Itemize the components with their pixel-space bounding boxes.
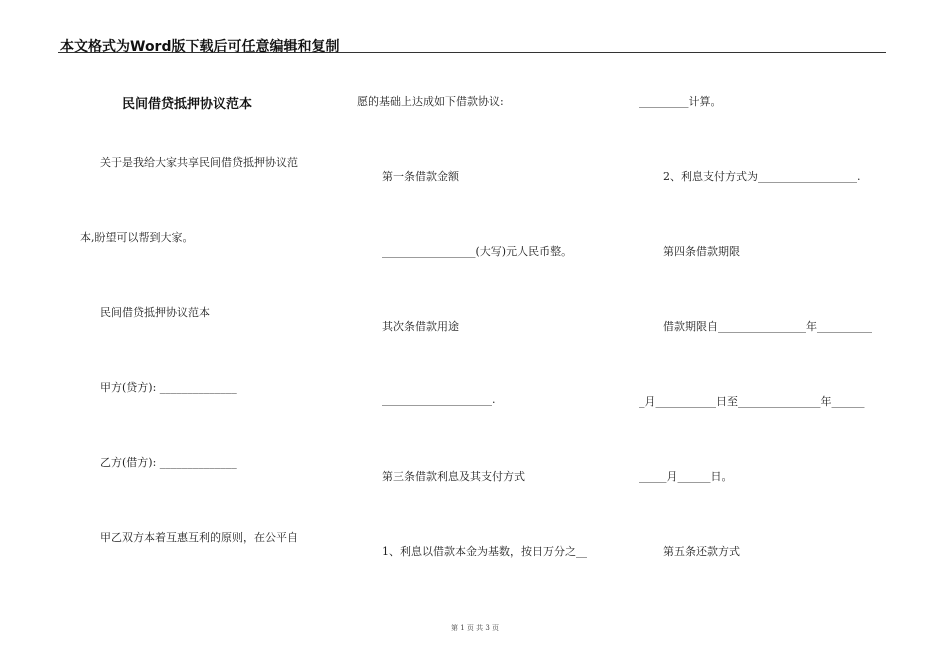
interest-clause-1-cont: _________计算。 bbox=[639, 95, 722, 108]
article-1-heading: 第一条借款金额 bbox=[382, 170, 459, 183]
party-b-line: 乙方(借方): ______________ bbox=[100, 456, 237, 469]
document-header: 本文格式为Word版下载后可任意编辑和复制 bbox=[60, 39, 340, 55]
header-divider bbox=[58, 52, 886, 53]
interest-clause-2: 2、利息支付方式为__________________. bbox=[663, 170, 861, 183]
loan-term-line-cont: _月___________日至_______________年______ bbox=[639, 395, 865, 408]
article-3-heading: 第三条借款利息及其支付方式 bbox=[382, 470, 525, 483]
principle-paragraph-cont: 愿的基础上达成如下借款协议: bbox=[357, 95, 504, 108]
loan-term-line: 借款期限自________________年__________ bbox=[663, 320, 872, 333]
interest-clause-1: 1、利息以借款本金为基数，按日万分之__ bbox=[382, 545, 587, 558]
paragraph-intro: 关于是我给大家共享民间借贷抵押协议范 bbox=[100, 156, 298, 169]
document-title: 民间借贷抵押协议范本 bbox=[122, 97, 253, 112]
party-a-line: 甲方(贷方): ______________ bbox=[100, 381, 237, 394]
agreement-heading: 民间借贷抵押协议范本 bbox=[100, 306, 210, 319]
article-4-heading: 第四条借款期限 bbox=[663, 245, 740, 258]
loan-amount-line: _________________(大写)元人民币整。 bbox=[382, 245, 573, 258]
article-2-heading: 其次条借款用途 bbox=[382, 320, 459, 333]
article-5-heading: 第五条还款方式 bbox=[663, 545, 740, 558]
principle-paragraph: 甲乙双方本着互惠互利的原则，在公平自 bbox=[100, 531, 298, 544]
paragraph-intro-cont: 本,盼望可以帮到大家。 bbox=[80, 231, 194, 244]
loan-term-line-end: _____月______日。 bbox=[639, 470, 733, 483]
page-number: 第 1 页 共 3 页 bbox=[450, 624, 500, 632]
loan-purpose-line: ____________________. bbox=[382, 393, 496, 406]
